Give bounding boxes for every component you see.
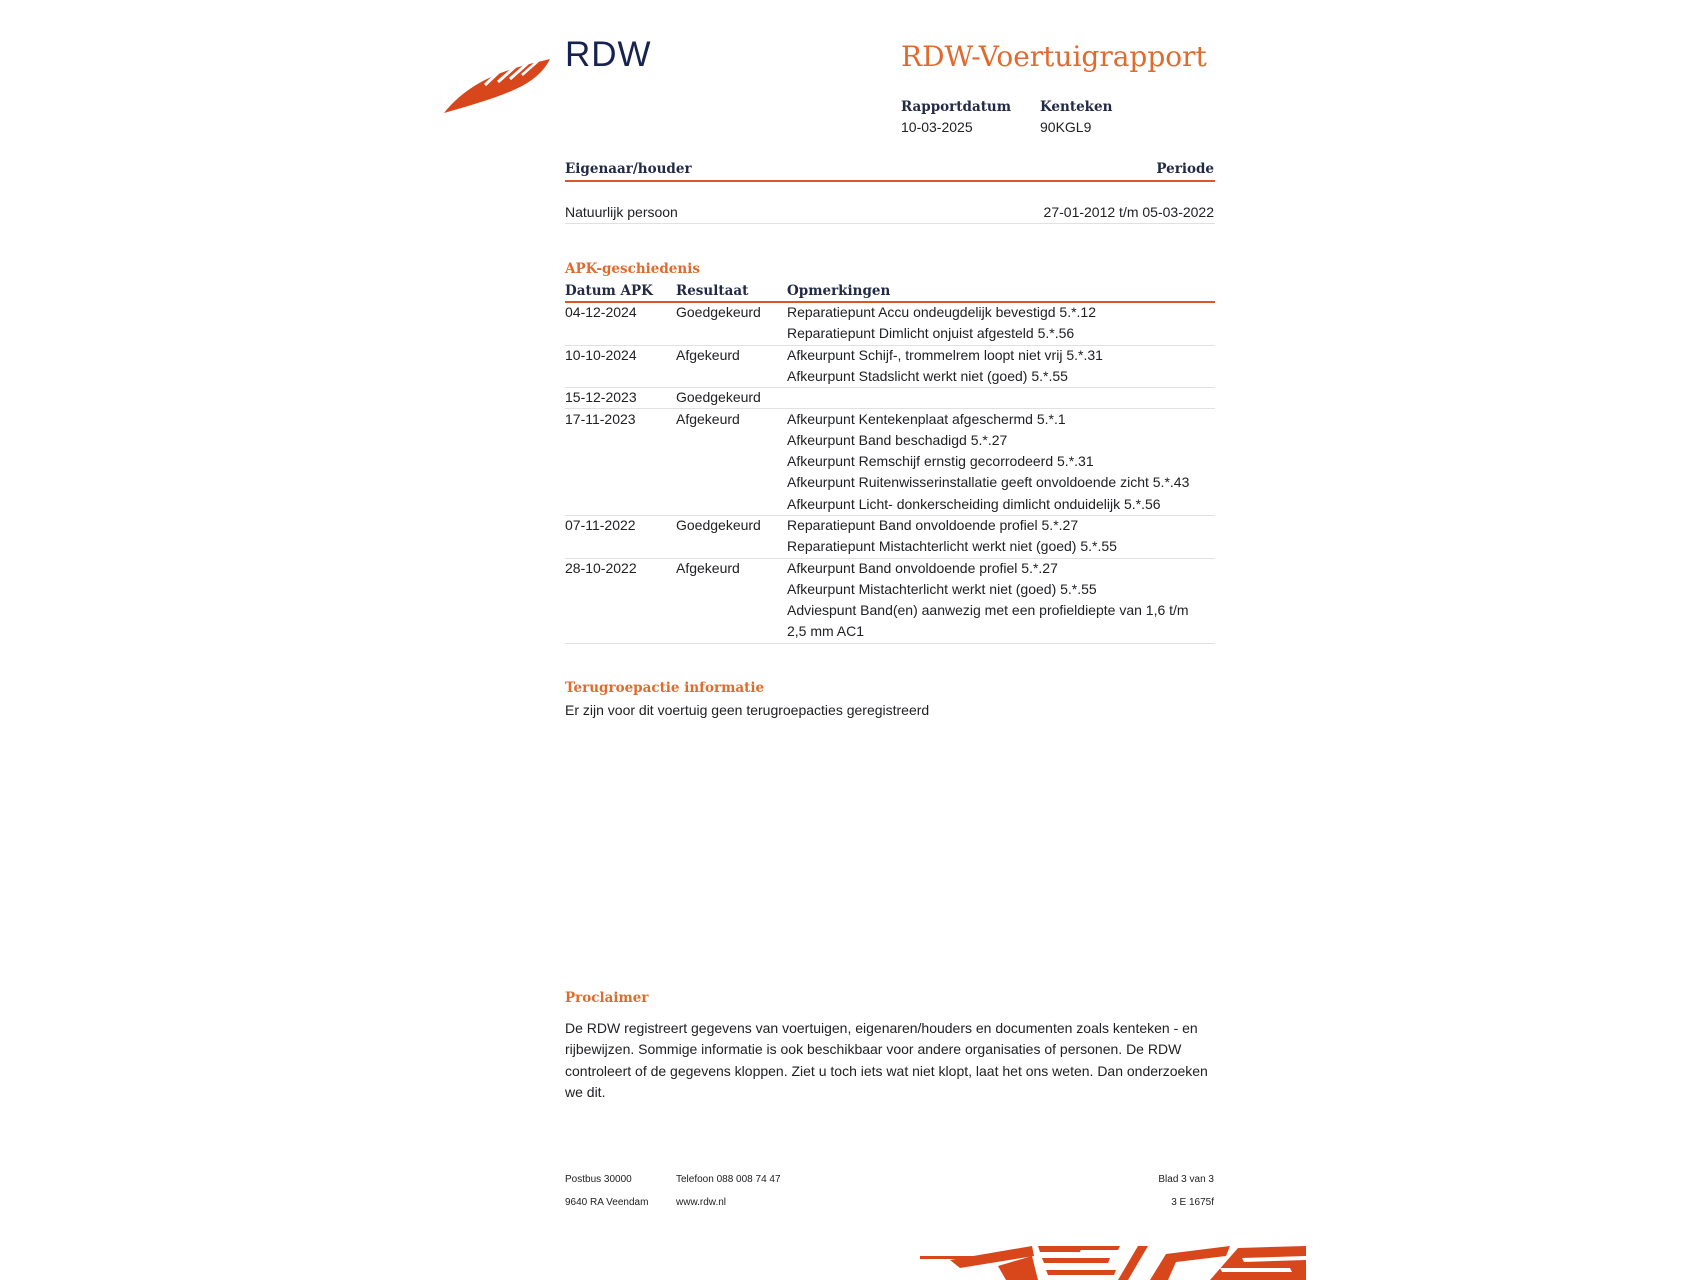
disclaimer-line: controleert of de gegevens kloppen. Ziet u toch iets wat niet klopt, laat het ons weten. Dan onderzoeken bbox=[565, 1062, 1208, 1079]
apk-header-result: Resultaat bbox=[676, 283, 749, 299]
apk-remark-line: Afkeurpunt Licht- donkerscheiding dimlicht onduidelijk 5.*.56 bbox=[787, 495, 1161, 512]
owner-header-divider bbox=[565, 180, 1215, 182]
footer-doc-code: 3 E 1675f bbox=[1171, 1197, 1214, 1208]
apk-row-date: 17-11-2023 bbox=[565, 410, 636, 427]
disclaimer-line: we dit. bbox=[565, 1083, 606, 1100]
apk-remark-line: 2,5 mm AC1 bbox=[787, 623, 865, 640]
recall-text: Er zijn voor dit voertuig geen terugroepacties geregistreerd bbox=[565, 702, 930, 718]
apk-row-remarks bbox=[787, 515, 1117, 558]
apk-row bbox=[565, 345, 1215, 389]
apk-row-date: 10-10-2024 bbox=[565, 346, 637, 363]
apk-row-remarks bbox=[787, 558, 1189, 643]
disclaimer-text bbox=[565, 1018, 1215, 1103]
apk-row-result: Goedgekeurd bbox=[676, 304, 761, 320]
owner-value: Natuurlijk persoon bbox=[565, 204, 678, 220]
period-value: 27-01-2012 t/m 05-03-2022 bbox=[1043, 204, 1214, 220]
apk-remark-line: Afkeurpunt Stadslicht werkt niet (goed) 5.*.55 bbox=[787, 367, 1068, 384]
apk-row-remarks bbox=[787, 409, 1189, 515]
apk-row-date: 28-10-2022 bbox=[565, 559, 637, 576]
apk-row-date: 04-12-2024 bbox=[565, 304, 637, 320]
apk-row-result: Afgekeurd bbox=[676, 346, 740, 363]
apk-row bbox=[565, 558, 1215, 644]
apk-row-result: Afgekeurd bbox=[676, 559, 740, 576]
apk-remark-line: Reparatiepunt Dimlicht onjuist afgesteld 5.*.56 bbox=[787, 325, 1075, 342]
rdw-logo-text: RDW bbox=[565, 35, 652, 74]
recall-section-title: Terugroepactie informatie bbox=[565, 680, 765, 696]
disclaimer-line: rijbewijzen. Sommige informatie is ook beschikbaar voor andere organisaties of personen. De RDW bbox=[565, 1041, 1182, 1058]
footer-page-number: Blad 3 van 3 bbox=[1158, 1174, 1214, 1185]
footer-website-link[interactable]: www.rdw.nl bbox=[676, 1197, 727, 1208]
apk-row-date: 15-12-2023 bbox=[565, 389, 637, 406]
apk-remark-line: Afkeurpunt Schijf-, trommelrem loopt niet vrij 5.*.31 bbox=[787, 346, 1103, 363]
apk-remark-line: Adviespunt Band(en) aanwezig met een profieldiepte van 1,6 t/m bbox=[787, 602, 1189, 619]
apk-row-result: Afgekeurd bbox=[676, 410, 740, 427]
plate-value: 90KGL9 bbox=[1040, 119, 1092, 135]
owner-column-header: Eigenaar/houder bbox=[565, 161, 692, 177]
footer-phone: Telefoon 088 008 74 47 bbox=[676, 1174, 781, 1185]
apk-remark-line: Afkeurpunt Band onvoldoende profiel 5.*.27 bbox=[787, 559, 1058, 576]
disclaimer-title: Proclaimer bbox=[565, 990, 649, 1006]
footer-address-2: 9640 RA Veendam bbox=[565, 1197, 649, 1208]
report-title: RDW-Voertuigrapport bbox=[901, 40, 1207, 73]
apk-row bbox=[565, 515, 1215, 559]
apk-remark-line: Afkeurpunt Remschijf ernstig gecorrodeerd 5.*.31 bbox=[787, 453, 1094, 470]
apk-row-result: Goedgekeurd bbox=[676, 517, 761, 533]
apk-row-remarks bbox=[787, 302, 1096, 345]
apk-row-remarks bbox=[787, 345, 1103, 388]
report-date-value: 10-03-2025 bbox=[901, 119, 973, 135]
apk-row-date: 07-11-2022 bbox=[565, 517, 636, 533]
apk-remark-line: Afkeurpunt Band beschadigd 5.*.27 bbox=[787, 431, 1008, 448]
apk-remark-line: Reparatiepunt Band onvoldoende profiel 5.*.27 bbox=[787, 517, 1079, 533]
disclaimer-line: De RDW registreert gegevens van voertuigen, eigenaren/houders en documenten zoals kenteken - en bbox=[565, 1020, 1198, 1036]
footer-address-1: Postbus 30000 bbox=[565, 1174, 632, 1185]
apk-remark-line: Reparatiepunt Accu ondeugdelijk bevestigd 5.*.12 bbox=[787, 304, 1096, 320]
apk-header-remarks: Opmerkingen bbox=[787, 283, 891, 299]
apk-remark-line: Reparatiepunt Mistachterlicht werkt niet (goed) 5.*.55 bbox=[787, 538, 1117, 555]
rdw-logo-wing-icon bbox=[440, 55, 555, 115]
apk-remark-line: Afkeurpunt Kentekenplaat afgeschermd 5.*.1 bbox=[787, 410, 1066, 427]
apk-row bbox=[565, 302, 1215, 346]
apk-row bbox=[565, 387, 1215, 409]
apk-section-title: APK-geschiedenis bbox=[565, 261, 700, 277]
report-date-label: Rapportdatum bbox=[901, 99, 1012, 115]
period-column-header: Periode bbox=[1156, 161, 1214, 177]
plate-label: Kenteken bbox=[1040, 99, 1113, 115]
footer-stripe-decoration-icon bbox=[920, 1246, 1306, 1280]
apk-row bbox=[565, 409, 1215, 517]
apk-remark-line: Afkeurpunt Ruitenwisserinstallatie geeft onvoldoende zicht 5.*.43 bbox=[787, 474, 1190, 491]
apk-header-date: Datum APK bbox=[565, 283, 653, 299]
owner-row-divider bbox=[565, 223, 1215, 224]
apk-remark-line: Afkeurpunt Mistachterlicht werkt niet (goed) 5.*.55 bbox=[787, 580, 1097, 597]
apk-row-result: Goedgekeurd bbox=[676, 389, 761, 406]
